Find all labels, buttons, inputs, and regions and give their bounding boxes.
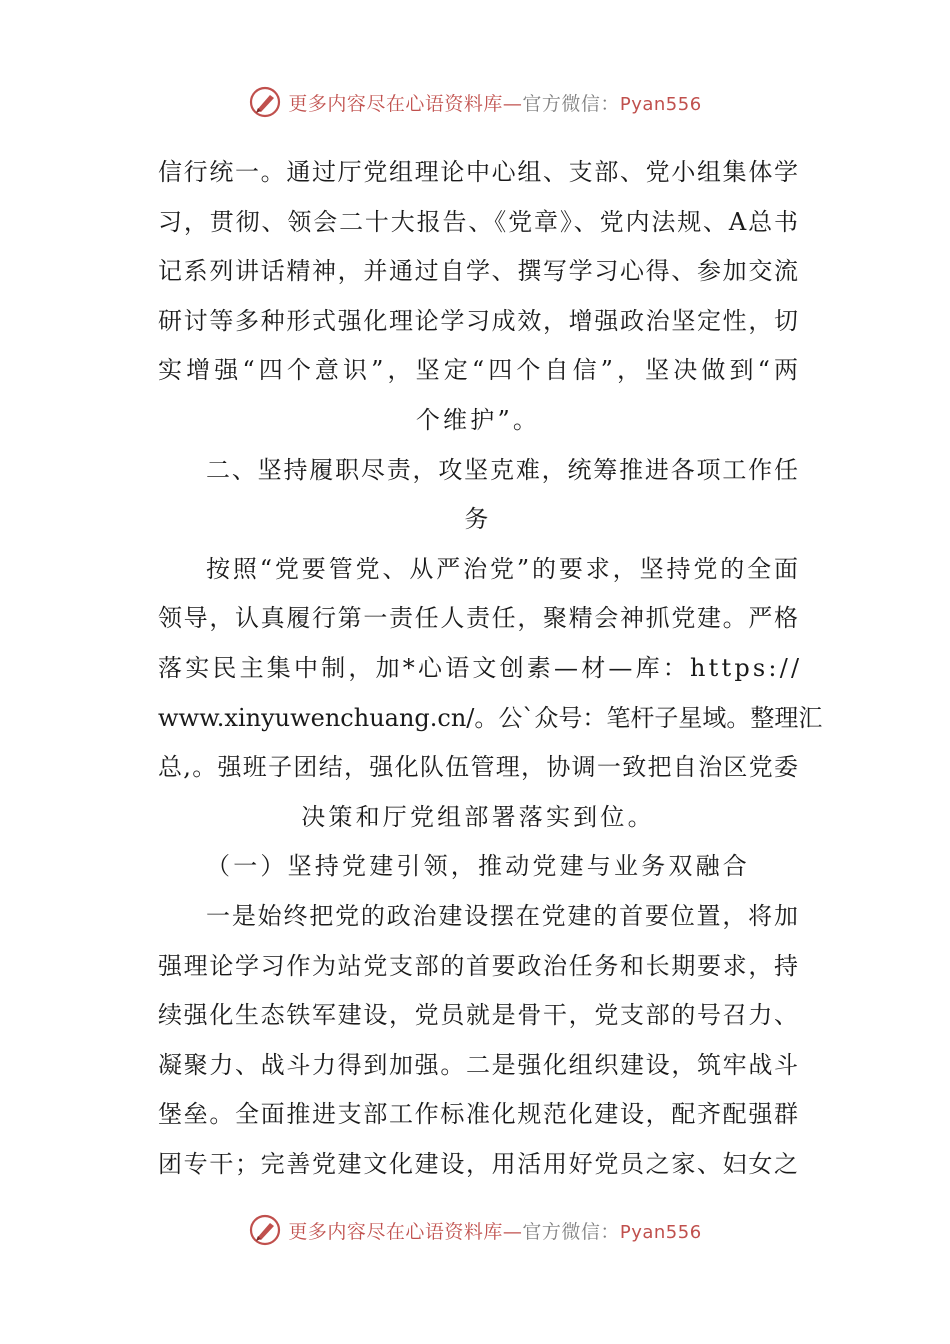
text-line: 一是始终把党的政治建设摆在党建的首要位置，将加 xyxy=(206,901,798,930)
banner-dash: — xyxy=(502,92,523,115)
banner-dash: — xyxy=(502,1220,523,1243)
pen-logo-icon xyxy=(248,85,282,119)
text-line: 领导，认真履行第一责任人责任，聚精会神抓党建。严格 xyxy=(158,604,798,633)
text-line: 续强化生态铁军建设，党员就是骨干，党支部的号召力、 xyxy=(158,1001,798,1030)
banner-main-text: 更多内容尽在心语资料库 xyxy=(288,1220,503,1243)
footer-banner xyxy=(0,1208,950,1252)
text-line: 落实民主集中制，加*心语文创素—材—库：https:// xyxy=(158,653,803,682)
header-banner xyxy=(0,80,950,124)
text-line: 凝聚力、战斗力得到加强。二是强化组织建设，筑牢战斗 xyxy=(158,1050,798,1079)
section-heading: 二、坚持履职尽责，攻坚克难，统筹推进各项工作任 xyxy=(206,455,798,484)
text-line: 研讨等多种形式强化理论学习成效，增强政治坚定性，切 xyxy=(158,306,798,335)
text-line: 个维护”。 xyxy=(415,405,541,434)
text-line: 决策和厅党组部署落实到位。 xyxy=(301,802,655,831)
subsection-heading: （一）坚持党建引领，推动党建与业务双融合 xyxy=(206,852,750,881)
section-heading-continued: 务 xyxy=(464,505,492,534)
text-line: 堡垒。全面推进支部工作标准化规范化建设，配齐配强群 xyxy=(158,1100,798,1129)
text-line: 信行统一。通过厅党组理论中心组、支部、党小组集体学 xyxy=(158,158,798,186)
text-line: 记系列讲话精神，并通过自学、撰写学习心得、参加交流 xyxy=(158,257,798,286)
text-line: 团专干；完善党建文化建设，用活用好党员之家、妇女之 xyxy=(158,1149,798,1178)
pen-logo-icon xyxy=(248,1213,282,1247)
banner-inner xyxy=(248,85,701,119)
text-line: 实增强“四个意识”，坚定“四个自信”，坚决做到“两 xyxy=(158,356,798,385)
text-line: 习，贯彻、领会二十大报告、《党章》、党内法规、A总书 xyxy=(158,207,798,236)
banner-main-text: 更多内容尽在心语资料库 xyxy=(288,92,503,115)
text-line: www.xinyuwenchuang.cn/。公`众号：笔杆子星域。整理汇 xyxy=(158,703,823,732)
text-line: 按照“党要管党、从严治党”的要求，坚持党的全面 xyxy=(206,554,798,583)
banner-wechat-id: Pyan556 xyxy=(619,1221,702,1243)
banner-inner xyxy=(248,1213,701,1247)
text-line: 总,。强班子团结，强化队伍管理，协调一致把自治区党委 xyxy=(158,753,798,782)
text-line: 强理论学习作为站党支部的首要政治任务和长期要求，持 xyxy=(158,951,798,980)
banner-text xyxy=(288,1217,701,1244)
banner-wechat-label: 官方微信： xyxy=(522,92,620,115)
banner-wechat-id: Pyan556 xyxy=(619,93,702,115)
banner-wechat-label: 官方微信： xyxy=(522,1220,620,1243)
document-body xyxy=(158,148,823,1189)
banner-text xyxy=(288,89,701,116)
